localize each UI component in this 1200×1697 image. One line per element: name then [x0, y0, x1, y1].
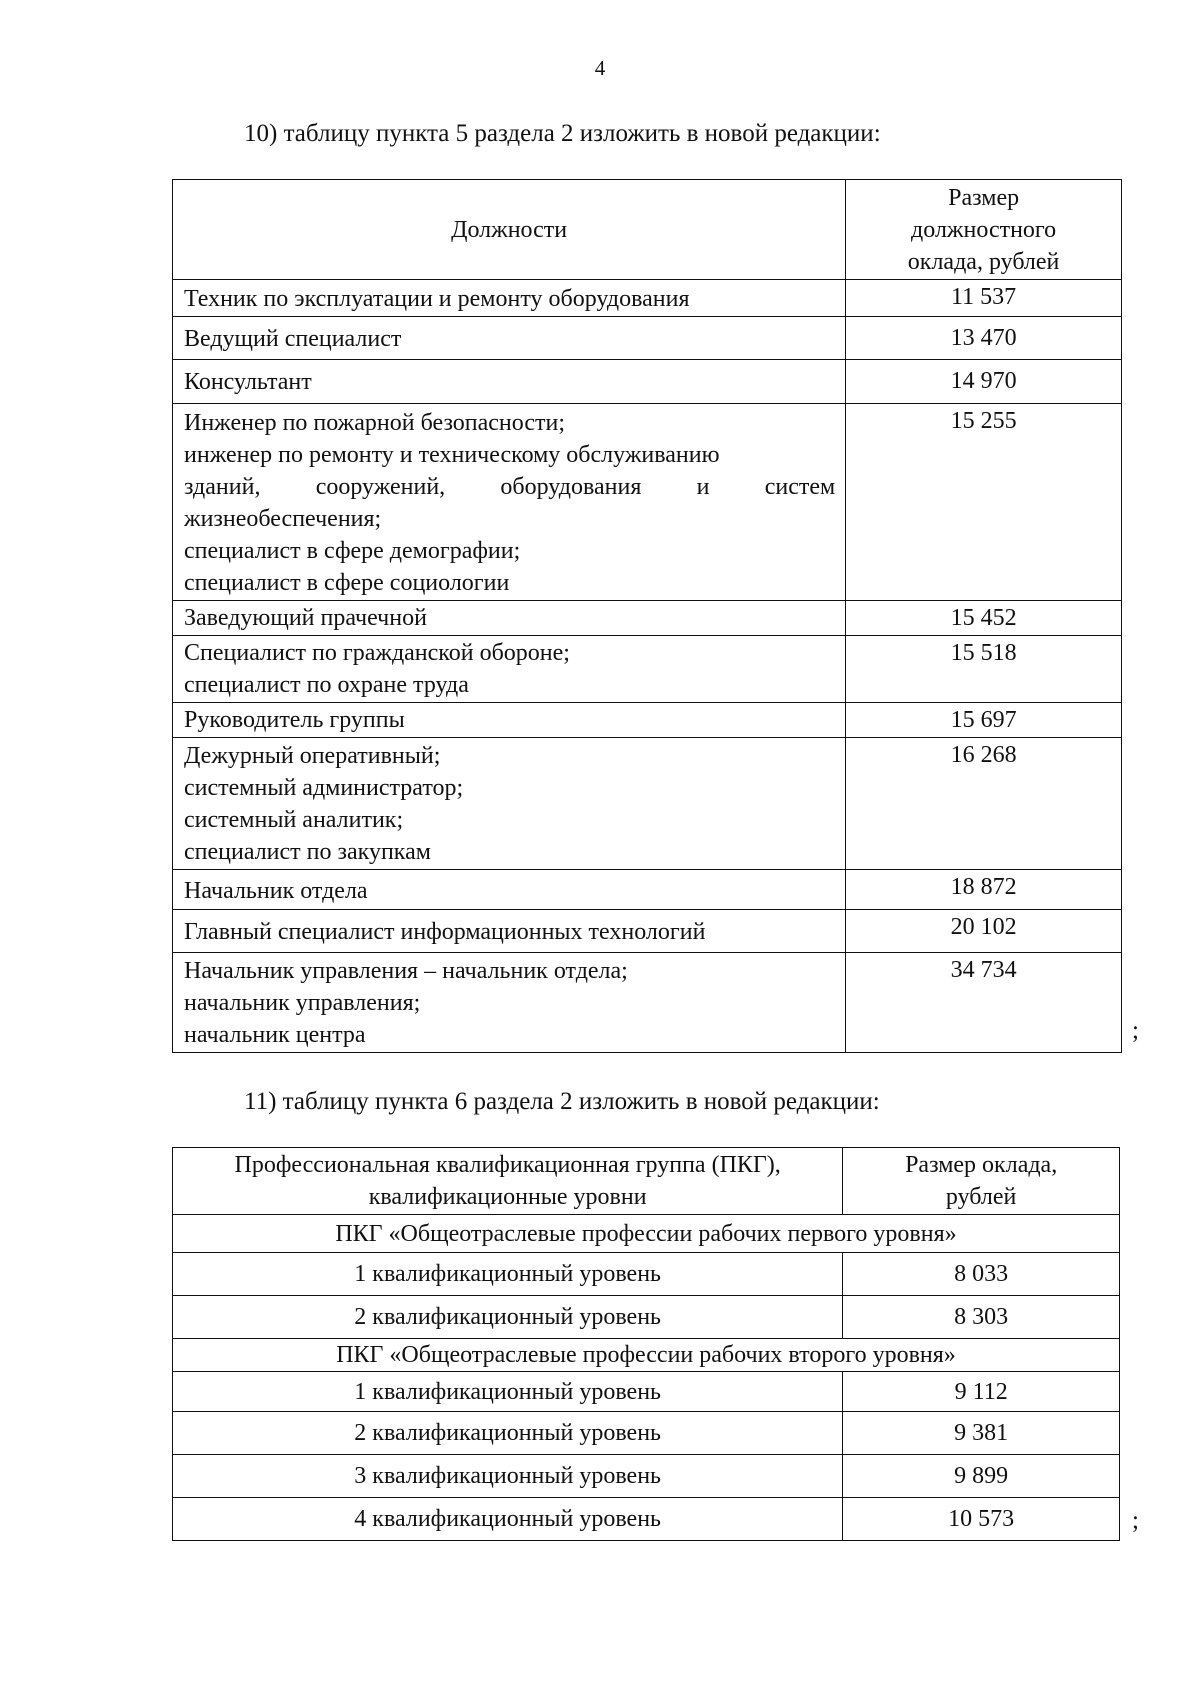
salary-cell: 16 268 [846, 738, 1122, 870]
salary-cell: 15 697 [846, 703, 1122, 738]
position-line: Инженер по пожарной безопасности; [184, 410, 566, 436]
position-line: жизнеобеспечения; [184, 506, 382, 532]
table-row [173, 1455, 1120, 1498]
position-line: начальник управления; [184, 990, 421, 1016]
group-column-header [173, 1148, 843, 1215]
salary-cell: 8 303 [843, 1296, 1120, 1339]
positions-salary-table [172, 179, 1122, 1053]
table-row [173, 280, 1122, 317]
table-row [173, 910, 1122, 953]
level-cell: 2 квалификационный уровень [173, 1412, 843, 1455]
header-line: Размер [948, 184, 1020, 211]
salary-cell: 34 734 [846, 953, 1122, 1053]
position-cell [173, 280, 846, 317]
position-line: Начальник отдела [184, 878, 368, 904]
group-title: ПКГ «Общеотраслевые профессии рабочих первого уровня» [173, 1215, 1120, 1253]
table-header-row [173, 180, 1122, 280]
salary-cell: 15 452 [846, 601, 1122, 636]
qualification-groups-table [172, 1147, 1120, 1541]
position-line: зданий, сооружений, оборудования и систем [184, 474, 836, 500]
table-row [173, 1296, 1120, 1339]
salary-cell: 9 381 [843, 1412, 1120, 1455]
table-row [173, 601, 1122, 636]
position-cell [173, 738, 846, 870]
position-line: Начальник управления – начальник отдела; [184, 958, 628, 984]
table-row [173, 1372, 1120, 1412]
position-cell [173, 910, 846, 953]
position-cell [173, 870, 846, 910]
group-title: ПКГ «Общеотраслевые профессии рабочих второго уровня» [173, 1339, 1120, 1372]
position-line: Ведущий специалист [184, 326, 402, 352]
table-row [173, 703, 1122, 738]
table-header-row [173, 1148, 1120, 1215]
position-line: системный аналитик; [184, 807, 404, 833]
header-line: должностного [911, 216, 1057, 243]
position-line: Главный специалист информационных технологий [184, 919, 706, 945]
header-line: оклада, рублей [907, 248, 1060, 275]
position-cell [173, 404, 846, 601]
salary-cell: 20 102 [846, 910, 1122, 953]
salary-column-header [846, 180, 1122, 280]
table-terminator: ; [1132, 1017, 1139, 1044]
level-cell: 2 квалификационный уровень [173, 1296, 843, 1339]
header-line: рублей [945, 1184, 1017, 1210]
position-cell [173, 703, 846, 738]
table-row [173, 870, 1122, 910]
position-cell [173, 953, 846, 1053]
position-line: начальник центра [184, 1022, 366, 1048]
position-cell [173, 317, 846, 360]
group-title-row [173, 1339, 1120, 1372]
position-line: специалист в сфере демографии; [184, 538, 521, 564]
table-row [173, 360, 1122, 404]
section-11-heading: 11) таблицу пункта 6 раздела 2 изложить в новой редакции: [244, 1088, 880, 1115]
table-row [173, 317, 1122, 360]
level-cell: 1 квалификационный уровень [173, 1253, 843, 1296]
salary-cell: 8 033 [843, 1253, 1120, 1296]
table-row [173, 953, 1122, 1053]
position-line: Техник по эксплуатации и ремонту оборудования [184, 286, 690, 312]
position-line: Руководитель группы [184, 707, 405, 733]
position-cell [173, 601, 846, 636]
level-cell: 4 квалификационный уровень [173, 1498, 843, 1541]
salary-cell: 10 573 [843, 1498, 1120, 1541]
salary-cell: 11 537 [846, 280, 1122, 317]
level-cell: 1 квалификационный уровень [173, 1372, 843, 1412]
position-cell [173, 360, 846, 404]
level-cell: 3 квалификационный уровень [173, 1455, 843, 1498]
position-line: системный администратор; [184, 775, 464, 801]
position-column-header: Должности [173, 180, 846, 280]
salary-cell: 13 470 [846, 317, 1122, 360]
header-line: Размер оклада, [905, 1152, 1058, 1178]
table-terminator: ; [1132, 1507, 1139, 1534]
header-line: Профессиональная квалификационная группа (ПКГ), [234, 1152, 781, 1178]
position-line: специалист по закупкам [184, 839, 431, 865]
group-title-row [173, 1215, 1120, 1253]
position-cell [173, 636, 846, 703]
salary-cell: 15 518 [846, 636, 1122, 703]
salary-cell: 14 970 [846, 360, 1122, 404]
position-line: Специалист по гражданской обороне; [184, 640, 570, 666]
table-row [173, 636, 1122, 703]
salary-cell: 15 255 [846, 404, 1122, 601]
salary-cell: 18 872 [846, 870, 1122, 910]
table-row [173, 1498, 1120, 1541]
table-row [173, 1412, 1120, 1455]
position-line: Дежурный оперативный; [184, 743, 441, 769]
salary-cell: 9 899 [843, 1455, 1120, 1498]
position-line: Заведующий прачечной [184, 605, 427, 631]
position-line: инженер по ремонту и техническому обслуживанию [184, 442, 720, 468]
position-line: специалист в сфере социологии [184, 570, 510, 596]
salary-column-header [843, 1148, 1120, 1215]
position-line: специалист по охране труда [184, 672, 469, 698]
position-line: Консультант [184, 369, 312, 395]
section-10-heading: 10) таблицу пункта 5 раздела 2 изложить в новой редакции: [244, 120, 881, 147]
salary-cell: 9 112 [843, 1372, 1120, 1412]
table-row [173, 404, 1122, 601]
header-line: квалификационные уровни [368, 1184, 647, 1210]
table-row [173, 1253, 1120, 1296]
table-row [173, 738, 1122, 870]
page-number: 4 [594, 56, 606, 80]
